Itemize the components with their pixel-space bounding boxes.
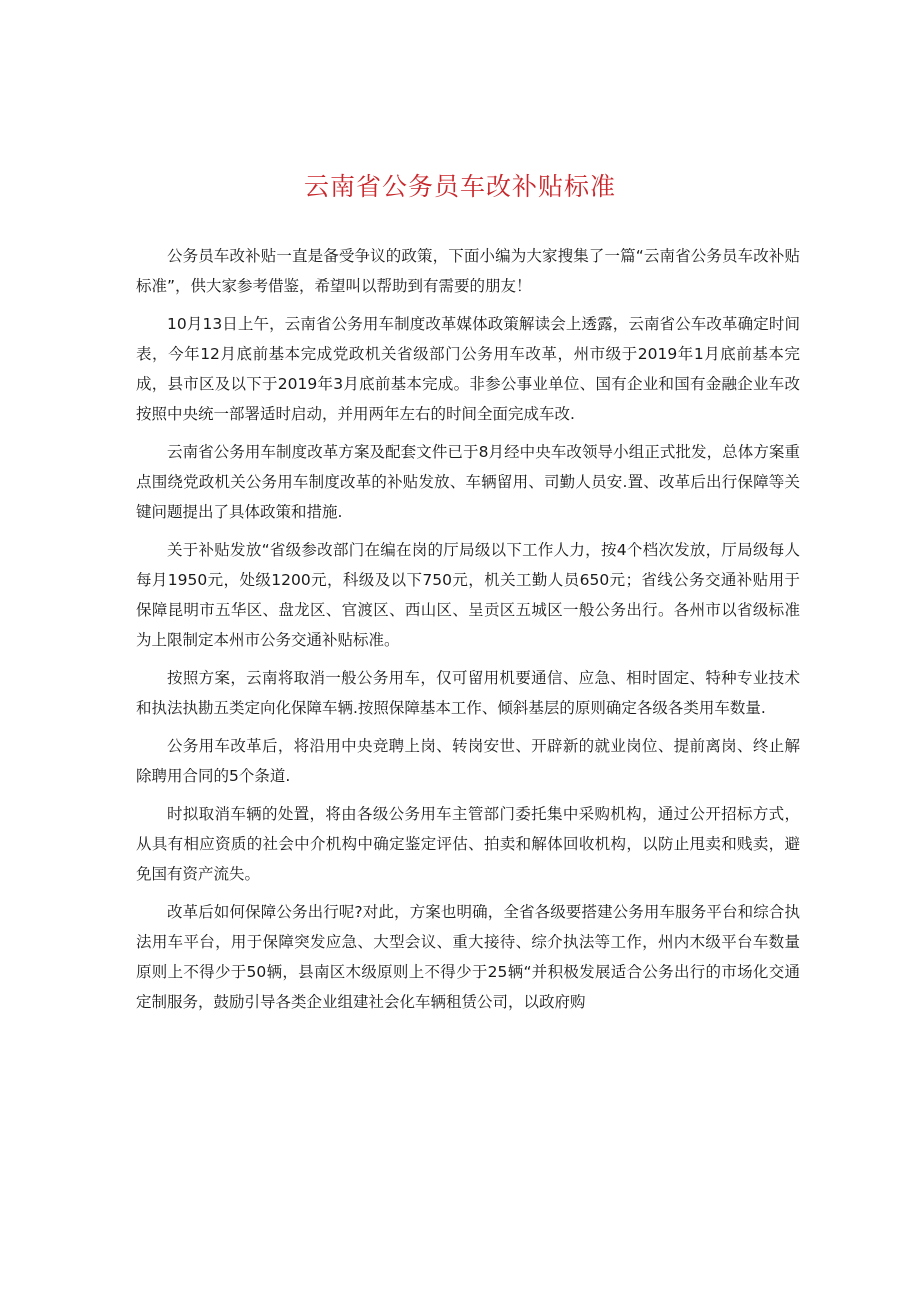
paragraph: 公务用车改革后，将沿用中央竞聘上岗、转岗安世、开辟新的就业岗位、提前离岗、终止解除聘用合同的5个条道. bbox=[136, 737, 800, 785]
paragraph: 按照方案，云南将取消一般公务用车，仅可留用机要通信、应急、相时固定、特种专业技术和执法执勘五类定向化保障车辆.按照保障基本工作、倾斜基层的原则确定各级各类用车数量. bbox=[136, 669, 800, 717]
paragraph: 时拟取消车辆的处置，将由各级公务用车主管部门委托集中采购机构，通过公开招标方式，从具有相应资质的社会中介机构中确定鉴定评估、拍卖和解体回收机构，以防止甩卖和贱卖，避免国有资产流失。 bbox=[136, 805, 800, 883]
document-body bbox=[136, 241, 800, 1025]
paragraph: 改革后如何保障公务出行呢?对此，方案也明确，全省各级要搭建公务用车服务平台和综合执法用车平台，用于保障突发应急、大型会议、重大接待、综介执法等工作，州内木级平台车数量原则上不得少于50辆，县南区木级原则上不得少于25辆“并积极发展适合公务出行的市场化交通定制服务，鼓励引导各类企业组建社会化车辆租赁公司，以政府购 bbox=[136, 903, 800, 1011]
paragraph: 公务员车改补贴一直是备受争议的政策，下面小编为大家搜集了一篇“云南省公务员车改补贴标准”，供大家参考借鉴，希望叫以帮助到有需要的朋友！ bbox=[136, 247, 800, 295]
paragraph: 关于补贴发放“省级参改部门在编在岗的厅局级以下工作人力，按4个档次发放，厅局级每人每月1950元，处级1200元，科级及以下750元，机关工勤人员650元；省线公务交通补贴用于保障昆明市五华区、盘龙区、官渡区、西山区、呈贡区五城区一般公务出行。各州市以省级标准为上限制定本州市公务交通补贴标准。 bbox=[136, 541, 800, 649]
paragraph: 10月13日上午，云南省公务用车制度改革媒体政策解读会上透露，云南省公车改革确定时间表，今年12月底前基本完成党政机关省级部门公务用车改革，州市级于2019年1月底前基本完成，县市区及以下于2019年3月底前基本完成。非参公事业单位、国有企业和国有金融企业车改按照中央统一部署适时启动，并用两年左右的时间全面完成车改. bbox=[136, 315, 800, 423]
document-title: 云南省公务员车改补贴标准 bbox=[303, 172, 616, 201]
paragraph: 云南省公务用车制度改革方案及配套文件已于8月经中央车改领导小组正式批发，总体方案重点围绕党政机关公务用车制度改革的补贴发放、车辆留用、司勤人员安.置、改革后出行保障等关键问题提出了具体政策和措施. bbox=[136, 443, 800, 521]
